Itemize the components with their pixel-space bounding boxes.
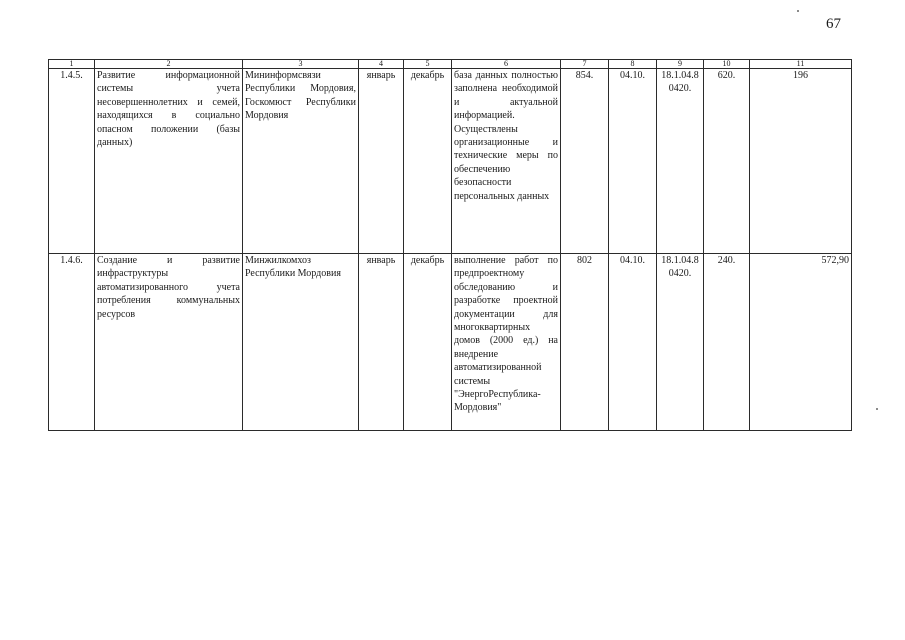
column-number: 10	[704, 60, 750, 69]
table-row	[49, 254, 852, 431]
activity-number: 1.4.5.	[49, 69, 95, 254]
amount-value: 572,90	[750, 254, 852, 431]
expected-result: база данных полностью заполнена необходимой и актуальной информацией. Осуществлены организационные и технические меры по обеспечению безопасности персональных данных	[452, 69, 561, 254]
column-number: 3	[243, 60, 359, 69]
activity-name: Создание и развитие инфраструктуры автоматизированного учета потребления коммунальных ресурсов	[95, 254, 243, 431]
scan-speck	[797, 10, 799, 12]
budget-code-10: 240.	[704, 254, 750, 431]
budget-code-10: 620.	[704, 69, 750, 254]
end-period: декабрь	[404, 254, 452, 431]
column-number: 2	[95, 60, 243, 69]
column-number: 5	[404, 60, 452, 69]
program-activities-table	[48, 59, 852, 431]
activity-number: 1.4.6.	[49, 254, 95, 431]
column-number: 11	[750, 60, 852, 69]
column-number: 7	[561, 60, 609, 69]
table-row	[49, 69, 852, 254]
budget-code-9: 18.1.04.8 0420.	[657, 69, 704, 254]
scan-speck	[876, 408, 878, 410]
column-number: 8	[609, 60, 657, 69]
end-period: декабрь	[404, 69, 452, 254]
budget-code-9: 18.1.04.8 0420.	[657, 254, 704, 431]
page-number: 67	[826, 16, 841, 32]
start-period: январь	[359, 69, 404, 254]
budget-code-7: 854.	[561, 69, 609, 254]
column-number-row	[49, 60, 852, 69]
amount-value: 196	[750, 69, 852, 254]
column-number: 4	[359, 60, 404, 69]
column-number: 6	[452, 60, 561, 69]
start-period: январь	[359, 254, 404, 431]
budget-code-7: 802	[561, 254, 609, 431]
budget-code-8: 04.10.	[609, 254, 657, 431]
responsible-executor: Минжилкомхоз Республики Мордовия	[243, 254, 359, 431]
activity-name: Развитие информационной системы учета несовершеннолетних и семей, находящихся в социально опасном положении (базы данных)	[95, 69, 243, 254]
responsible-executor: Мининформсвязи Республики Мордовия, Госкомюст Республики Мордовия	[243, 69, 359, 254]
column-number: 9	[657, 60, 704, 69]
column-number: 1	[49, 60, 95, 69]
expected-result: выполнение работ по предпроектному обследованию и разработке проектной документации для многоквартирных домов (2000 ед.) на внедрение автоматизированной системы "ЭнергоРеспублика-Мордовия"	[452, 254, 561, 431]
budget-code-8: 04.10.	[609, 69, 657, 254]
